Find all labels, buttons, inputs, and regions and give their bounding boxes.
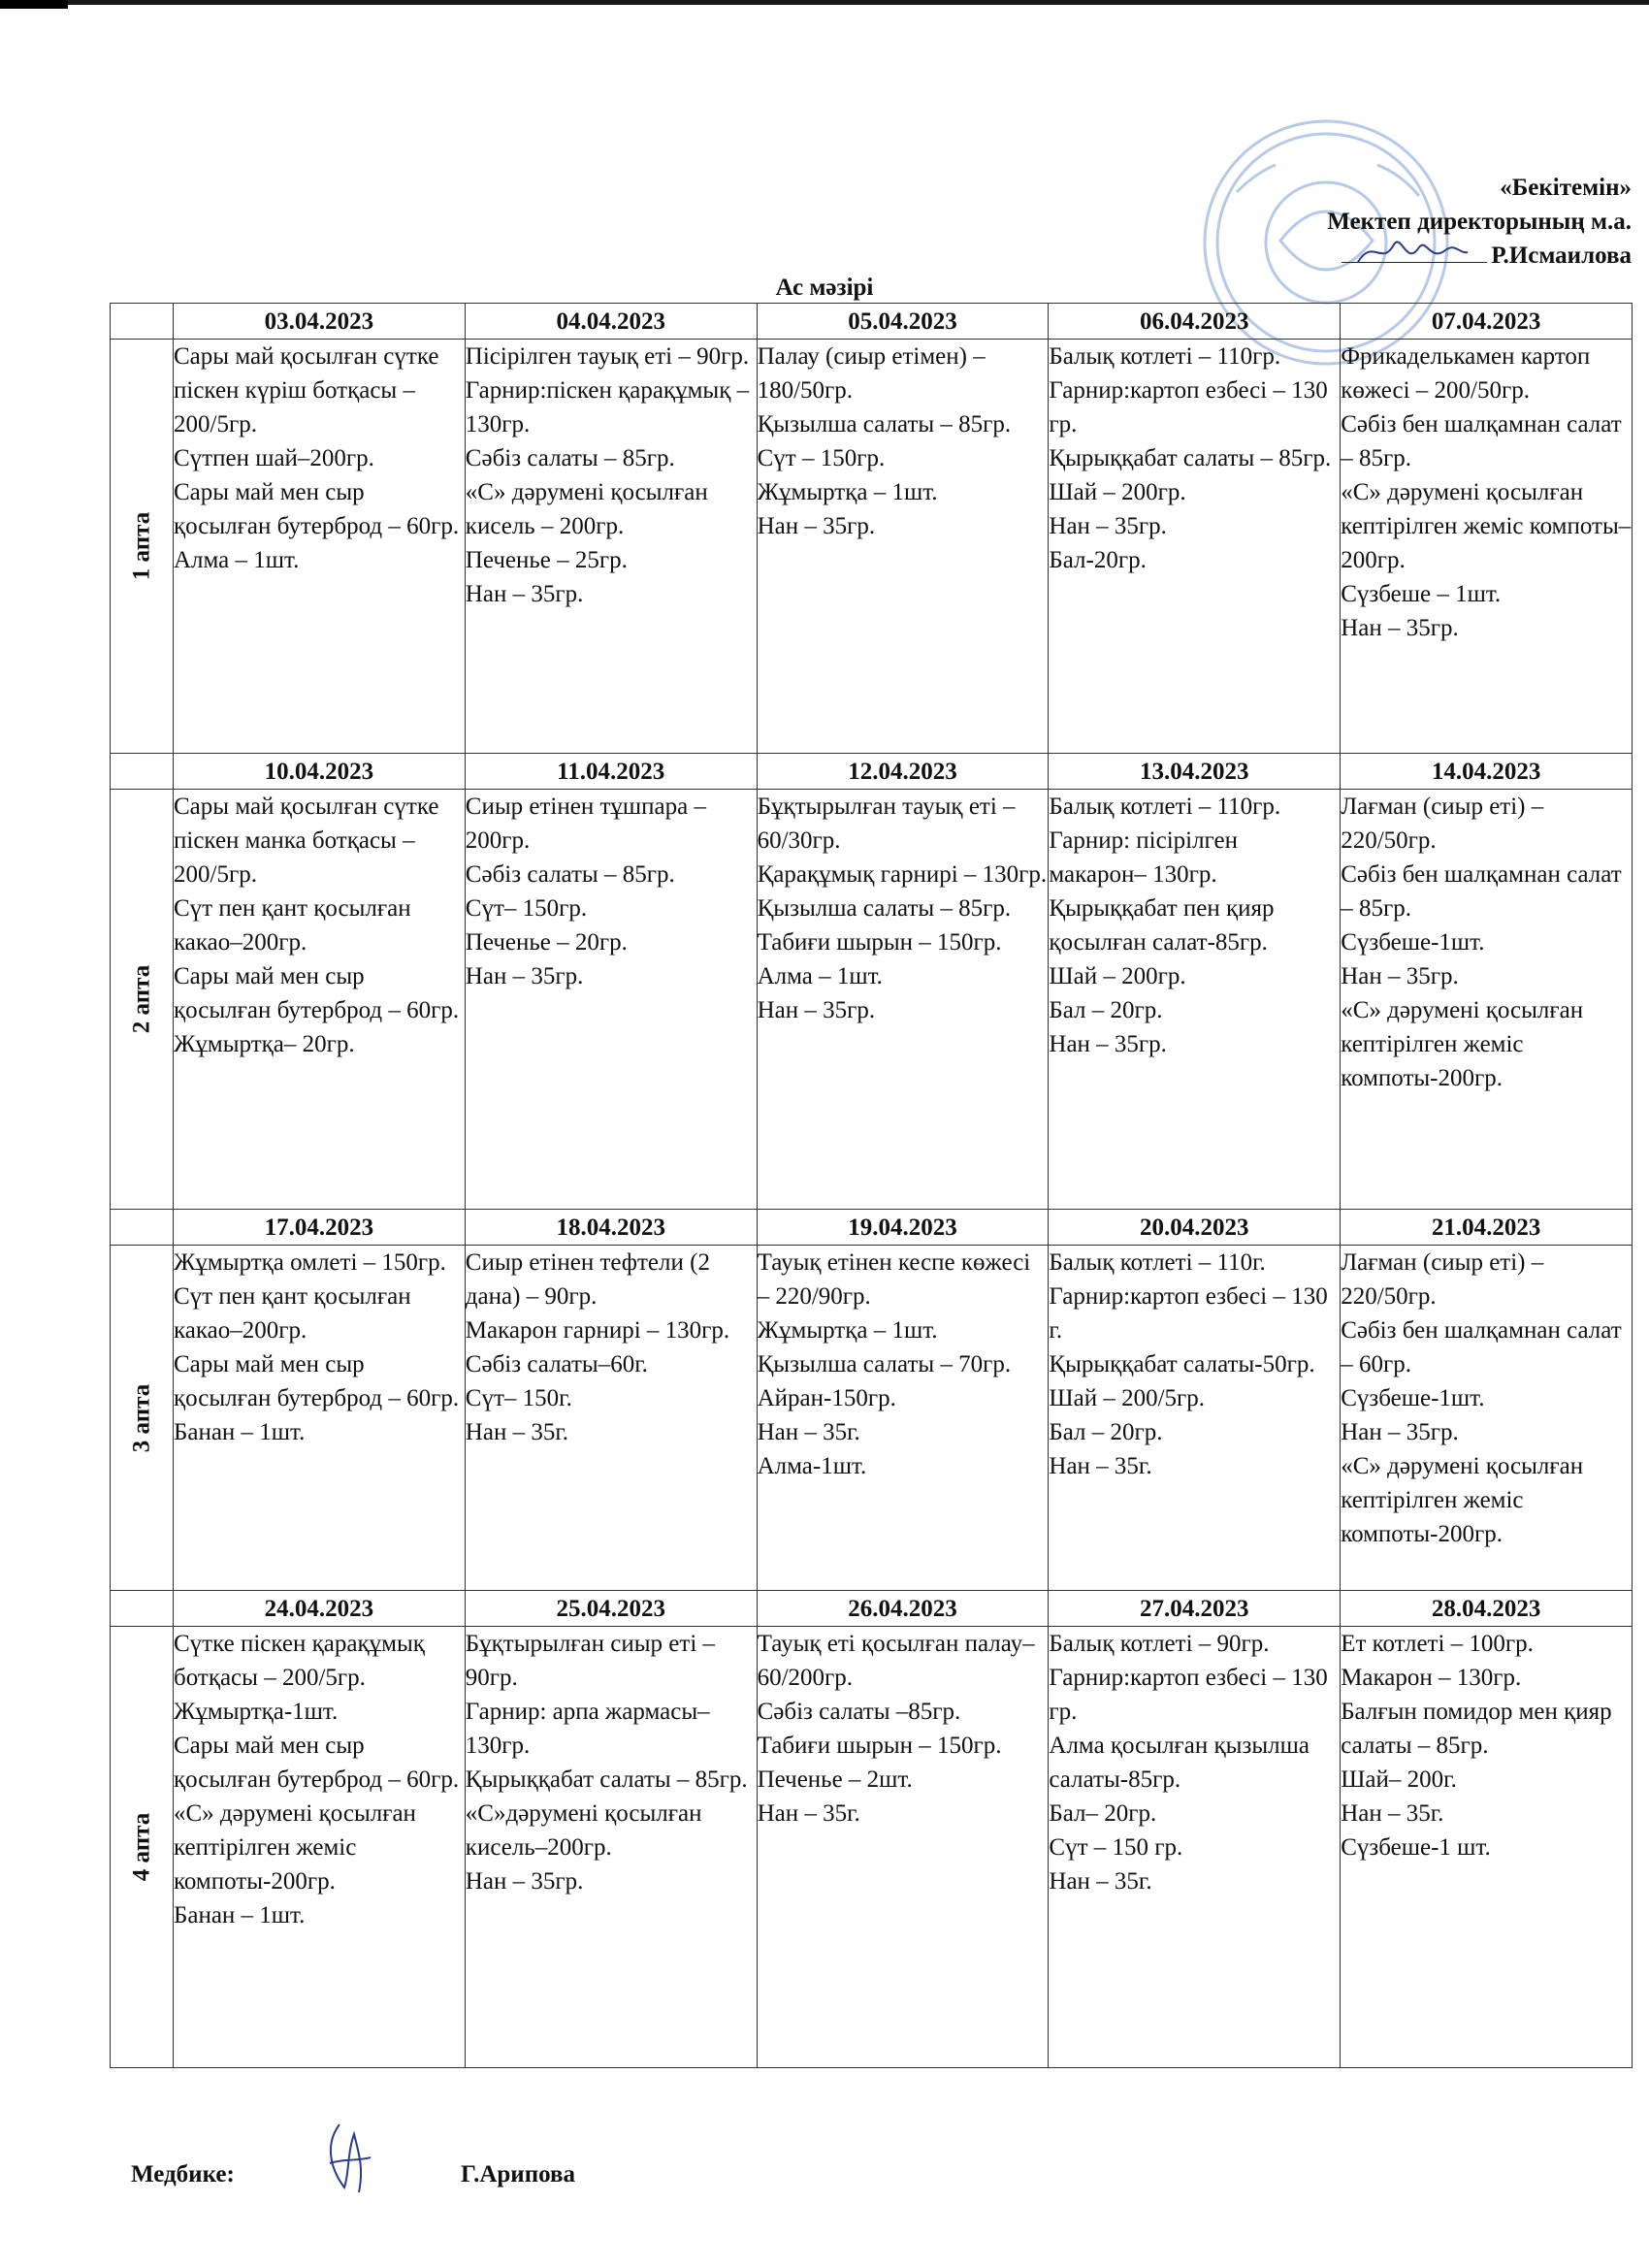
- menu-item: Сары май мен сыр қосылған бутерброд – 60гр.: [174, 1733, 460, 1793]
- menu-row: [111, 340, 1633, 754]
- date-header-cell: 13.04.2023: [1049, 754, 1341, 790]
- menu-item: Сүт– 150гр.: [465, 895, 588, 922]
- menu-item: Тауық еті қосылған палау– 60/200гр.: [757, 1631, 1035, 1691]
- menu-item: Лағман (сиыр еті) – 220/50гр.: [1341, 794, 1544, 854]
- menu-cell: [1049, 340, 1341, 754]
- date-header-cell: 18.04.2023: [465, 1210, 757, 1246]
- menu-item: Сәбіз салаты – 85гр.: [465, 861, 675, 888]
- menu-item: Гарнир:піскен қарақұмық – 130гр.: [465, 377, 750, 437]
- menu-item: Нан – 35гр.: [465, 581, 584, 607]
- menu-item: Қызылша салаты – 70гр.: [757, 1351, 1012, 1377]
- date-header-cell: 11.04.2023: [465, 754, 757, 790]
- menu-item: Макарон – 130гр.: [1341, 1665, 1522, 1691]
- date-header-blank: [111, 1210, 174, 1246]
- menu-item: Нан – 35гр.: [757, 513, 876, 539]
- date-header-cell: 20.04.2023: [1049, 1210, 1341, 1246]
- week-label: 3 апта: [128, 1383, 155, 1452]
- menu-item: Сүзбеше – 1шт.: [1341, 581, 1502, 607]
- menu-cell: [757, 1627, 1049, 2068]
- menu-cell: [1341, 1627, 1633, 2068]
- menu-item: Сары май мен сыр қосылған бутерброд – 60гр.: [174, 479, 460, 539]
- menu-item: Қырыққабат пен қияр қосылған салат-85гр.: [1049, 895, 1275, 956]
- menu-item: Нан – 35гр.: [465, 963, 584, 989]
- menu-item: Табиғи шырын – 150гр.: [757, 1733, 1002, 1759]
- date-header-cell: 17.04.2023: [174, 1210, 466, 1246]
- date-header-blank: [111, 754, 174, 790]
- menu-item: Нан – 35г.: [1341, 1800, 1444, 1827]
- menu-cell: [757, 340, 1049, 754]
- menu-item: Гарнир: арпа жармасы–130гр.: [465, 1699, 710, 1759]
- menu-cell: [174, 790, 466, 1210]
- menu-item: Макарон гарнирі – 130гр.: [465, 1317, 730, 1344]
- menu-item: Жұмыртқа – 1шт.: [757, 1317, 938, 1344]
- menu-item: Сүт пен қант қосылған какао–200гр.: [174, 1283, 411, 1344]
- menu-item: Алма-1шт.: [757, 1453, 867, 1479]
- menu-item: «С» дәрумені қосылған кептірілген жеміс компоты-200гр.: [1341, 1453, 1584, 1547]
- date-header-cell: 27.04.2023: [1049, 1591, 1341, 1627]
- menu-cell: [1049, 1246, 1341, 1591]
- date-header-cell: 28.04.2023: [1341, 1591, 1633, 1627]
- week-label-cell: [111, 340, 174, 754]
- menu-item: Шай – 200гр.: [1049, 479, 1186, 505]
- approval-position: Мектеп директорының м.а.: [1327, 209, 1632, 235]
- menu-item: Печенье – 2шт.: [757, 1766, 913, 1793]
- menu-item: Табиғи шырын – 150гр.: [757, 929, 1002, 956]
- approval-title: «Бекітемін»: [1500, 175, 1632, 201]
- menu-cell: [1341, 790, 1633, 1210]
- menu-item: Жұмыртқа– 20гр.: [174, 1031, 355, 1057]
- menu-item: Сары май мен сыр қосылған бутерброд – 60гр.: [174, 1351, 460, 1411]
- director-signature-icon: [1353, 233, 1470, 272]
- menu-row: [111, 1246, 1633, 1591]
- menu-item: Банан – 1шт.: [174, 1419, 306, 1445]
- menu-cell: [174, 1627, 466, 2068]
- menu-item: Бал– 20гр.: [1049, 1800, 1157, 1827]
- date-header-cell: 26.04.2023: [757, 1591, 1049, 1627]
- menu-item: Сары май мен сыр қосылған бутерброд – 60гр.: [174, 963, 460, 1023]
- menu-cell: [1049, 790, 1341, 1210]
- date-header-blank: [111, 304, 174, 340]
- date-header-cell: 25.04.2023: [465, 1591, 757, 1627]
- menu-item: Гарнир:картоп езбесі – 130 гр.: [1049, 1665, 1328, 1725]
- date-header-cell: 24.04.2023: [174, 1591, 466, 1627]
- menu-item: Нан – 35г.: [757, 1800, 860, 1827]
- menu-cell: [757, 1246, 1049, 1591]
- menu-cell: [465, 340, 757, 754]
- menu-cell: [1341, 340, 1633, 754]
- date-header-row: [111, 304, 1633, 340]
- menu-item: Сиыр етінен тұшпара – 200гр.: [465, 794, 706, 854]
- menu-item: Пісірілген тауық еті – 90гр.: [465, 343, 750, 370]
- date-header-cell: 12.04.2023: [757, 754, 1049, 790]
- menu-item: Бұқтырылған тауық еті – 60/30гр.: [757, 794, 1016, 854]
- week-label-cell: [111, 1627, 174, 2068]
- nurse-signature-icon: [310, 2115, 388, 2197]
- date-header-row: [111, 754, 1633, 790]
- menu-item: Алма қосылған қызылша салаты-85гр.: [1049, 1733, 1310, 1793]
- menu-item: Сүт – 150 гр.: [1049, 1834, 1183, 1861]
- menu-cell: [465, 790, 757, 1210]
- menu-item: Нан – 35г.: [465, 1419, 569, 1445]
- menu-item: Сүт пен қант қосылған какао–200гр.: [174, 895, 411, 956]
- menu-table: [110, 303, 1633, 2068]
- menu-cell: [757, 790, 1049, 1210]
- menu-item: Тауық етінен кеспе көжесі – 220/90гр.: [757, 1249, 1031, 1310]
- menu-item: Печенье – 25гр.: [465, 547, 628, 573]
- nurse-label: Медбике:: [131, 2161, 235, 2187]
- menu-item: Шай – 200/5гр.: [1049, 1385, 1206, 1411]
- menu-item: Нан – 35гр.: [1341, 963, 1459, 989]
- date-header-cell: 03.04.2023: [174, 304, 466, 340]
- menu-item: «С» дәрумені қосылған кисель – 200гр.: [465, 479, 708, 539]
- menu-item: Лағман (сиыр еті) – 220/50гр.: [1341, 1249, 1544, 1310]
- date-header-blank: [111, 1591, 174, 1627]
- menu-item: Нан – 35гр.: [1049, 513, 1167, 539]
- date-header-cell: 14.04.2023: [1341, 754, 1633, 790]
- menu-item: Сәбіз салаты –85гр.: [757, 1699, 961, 1725]
- menu-item: Нан – 35гр.: [1341, 615, 1459, 641]
- date-header-row: [111, 1591, 1633, 1627]
- director-name: Р.Исмаилова: [1491, 243, 1632, 269]
- date-header-cell: 06.04.2023: [1049, 304, 1341, 340]
- menu-item: Палау (сиыр етімен) – 180/50гр.: [757, 343, 986, 404]
- menu-item: Алма – 1шт.: [174, 547, 300, 573]
- menu-item: Балғын помидор мен қияр салаты – 85гр.: [1341, 1699, 1612, 1759]
- menu-item: Нан – 35гр.: [757, 997, 876, 1023]
- menu-item: Сәбіз бен шалқамнан салат – 60гр.: [1341, 1317, 1622, 1377]
- menu-item: Сәбіз бен шалқамнан салат – 85гр.: [1341, 861, 1622, 922]
- menu-item: Сары май қосылған сүтке піскен күріш ботқасы – 200/5гр.: [174, 343, 439, 437]
- week-label: 1 апта: [128, 511, 155, 581]
- week-label-cell: [111, 1246, 174, 1591]
- menu-item: Фрикаделькамен картоп көжесі – 200/50гр.: [1341, 343, 1591, 404]
- week-label: 2 апта: [128, 964, 155, 1034]
- menu-item: Нан – 35г.: [757, 1419, 860, 1445]
- menu-item: Нан – 35г.: [1049, 1868, 1152, 1895]
- menu-cell: [465, 1246, 757, 1591]
- date-header-cell: 04.04.2023: [465, 304, 757, 340]
- menu-item: Печенье – 20гр.: [465, 929, 628, 956]
- menu-item: Бал – 20гр.: [1049, 1419, 1163, 1445]
- menu-cell: [174, 340, 466, 754]
- date-header-cell: 05.04.2023: [757, 304, 1049, 340]
- menu-item: Нан – 35гр.: [1341, 1419, 1459, 1445]
- menu-item: Бал-20гр.: [1049, 547, 1147, 573]
- menu-item: «С» дәрумені қосылған кептірілген жеміс компоты–200гр.: [1341, 479, 1632, 573]
- menu-item: Қырыққабат салаты – 85гр.: [465, 1766, 748, 1793]
- menu-item: Бұқтырылған сиыр еті – 90гр.: [465, 1631, 716, 1691]
- menu-item: Шай– 200г.: [1341, 1766, 1457, 1793]
- nurse-name: Г.Арипова: [461, 2161, 575, 2187]
- menu-cell: [174, 1246, 466, 1591]
- menu-item: Гарнир:картоп езбесі – 130 г.: [1049, 1283, 1328, 1344]
- menu-item: «С» дәрумені қосылған кептірілген жеміс компоты-200гр.: [174, 1800, 416, 1895]
- menu-item: Айран-150гр.: [757, 1385, 896, 1411]
- menu-item: Балық котлеті – 110гр.: [1049, 794, 1281, 820]
- menu-item: Банан – 1шт.: [174, 1902, 306, 1928]
- menu-item: Сиыр етінен тефтели (2 дана) – 90гр.: [465, 1249, 710, 1310]
- menu-item: Нан – 35гр.: [465, 1868, 584, 1895]
- menu-item: Сәбіз салаты – 85гр.: [465, 445, 675, 471]
- menu-item: Жұмыртқа омлеті – 150гр.: [174, 1249, 446, 1276]
- menu-row: [111, 790, 1633, 1210]
- menu-item: Қырыққабат салаты – 85гр.: [1049, 445, 1332, 471]
- scan-edge-mark: [0, 0, 68, 9]
- menu-item: Сүзбеше-1шт.: [1341, 929, 1485, 956]
- menu-item: Сүт – 150гр.: [757, 445, 886, 471]
- menu-item: Балық котлеті – 110г.: [1049, 1249, 1266, 1276]
- menu-item: Сары май қосылған сүтке піскен манка ботқасы – 200/5гр.: [174, 794, 439, 888]
- menu-item: Сәбіз салаты–60г.: [465, 1351, 648, 1377]
- menu-item: Қарақұмық гарнирі – 130гр.: [757, 861, 1048, 888]
- week-label-cell: [111, 790, 174, 1210]
- date-header-cell: 19.04.2023: [757, 1210, 1049, 1246]
- menu-item: Ет котлеті – 100гр.: [1341, 1631, 1534, 1657]
- menu-item: Жұмыртқа – 1шт.: [757, 479, 938, 505]
- menu-item: Сүт– 150г.: [465, 1385, 572, 1411]
- menu-item: Балық котлеті – 90гр.: [1049, 1631, 1270, 1657]
- date-header-row: [111, 1210, 1633, 1246]
- document-title: Ас мәзірі: [775, 275, 874, 301]
- footer: [131, 2161, 575, 2188]
- menu-item: Сүтпен шай–200гр.: [174, 445, 374, 471]
- menu-cell: [1049, 1627, 1341, 2068]
- menu-item: «С»дәрумені қосылған кисель–200гр.: [465, 1800, 702, 1861]
- menu-item: Сүзбеше-1шт.: [1341, 1385, 1485, 1411]
- menu-item: Гарнир: пісірілген макарон– 130гр.: [1049, 827, 1238, 888]
- menu-item: Шай – 200гр.: [1049, 963, 1186, 989]
- menu-row: [111, 1627, 1633, 2068]
- week-label: 4 апта: [128, 1812, 155, 1882]
- menu-item: Жұмыртқа-1шт.: [174, 1699, 339, 1725]
- menu-item: «С» дәрумені қосылған кептірілген жеміс компоты-200гр.: [1341, 997, 1584, 1091]
- menu-item: Сәбіз бен шалқамнан салат – 85гр.: [1341, 411, 1622, 471]
- menu-item: Қырыққабат салаты-50гр.: [1049, 1351, 1315, 1377]
- date-header-cell: 10.04.2023: [174, 754, 466, 790]
- menu-cell: [1341, 1246, 1633, 1591]
- date-header-cell: 07.04.2023: [1341, 304, 1633, 340]
- menu-item: Қызылша салаты – 85гр.: [757, 895, 1012, 922]
- scan-edge-bar: [0, 0, 1649, 5]
- menu-item: Сүзбеше-1 шт.: [1341, 1834, 1491, 1861]
- menu-item: Гарнир:картоп езбесі – 130 гр.: [1049, 377, 1328, 437]
- menu-item: Бал – 20гр.: [1049, 997, 1163, 1023]
- menu-item: Нан – 35г.: [1049, 1453, 1152, 1479]
- menu-item: Сүтке піскен қарақұмық ботқасы – 200/5гр.: [174, 1631, 425, 1691]
- menu-item: Нан – 35гр.: [1049, 1031, 1167, 1057]
- menu-item: Қызылша салаты – 85гр.: [757, 411, 1012, 437]
- menu-cell: [465, 1627, 757, 2068]
- menu-item: Алма – 1шт.: [757, 963, 883, 989]
- menu-item: Балық котлеті – 110гр.: [1049, 343, 1281, 370]
- date-header-cell: 21.04.2023: [1341, 1210, 1633, 1246]
